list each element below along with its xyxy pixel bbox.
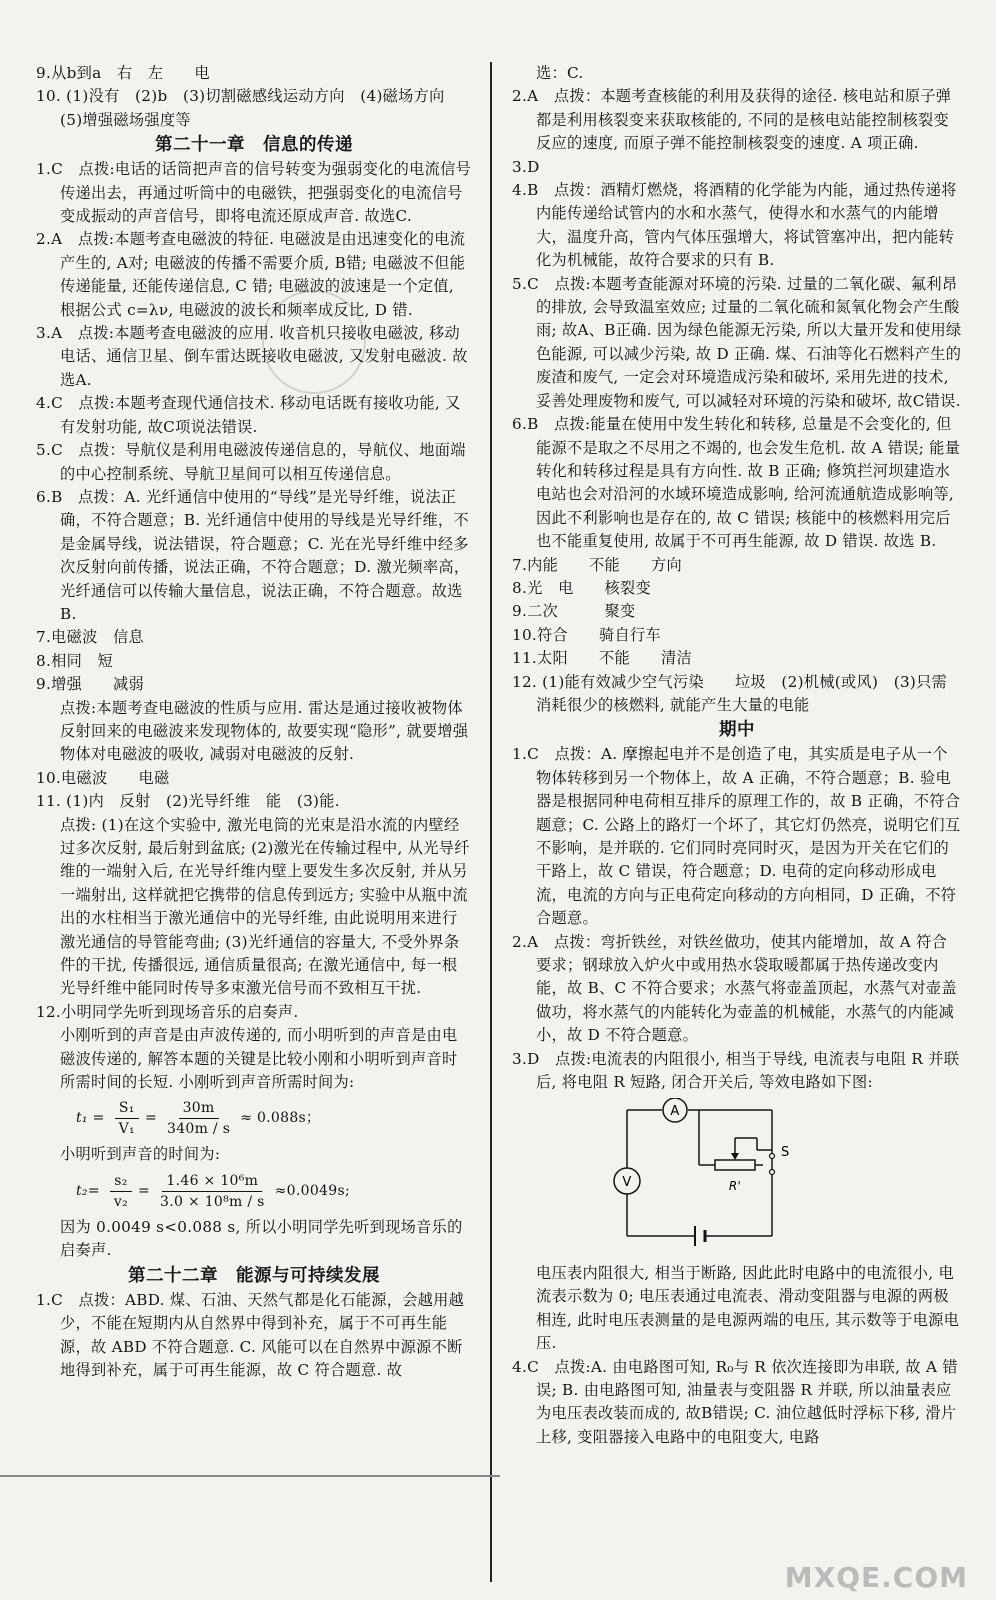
answer-item: 1.C 点拨：A. 摩擦起电并不是创造了电，其实质是电子从一个物体转移到另一个物体上，故 A 正确，不符合题意；B. 验电器是根据同种电荷相互排斥的原理工作的，故 B 正确，不符合题意；C. 公路上的路灯一个坏了，其它灯仍然亮，说明它们互不影响，是并联的. 它们同时亮同时灭，是因为开关在它们的干路上，故 C 错误，符合题意；D. 电荷的定向移动形成电流，电流的方向与正电荷定向移动的方向相同，D 正确，不符合题意。 — [512, 745, 961, 928]
switch-contact — [770, 1170, 775, 1175]
right-column — [512, 62, 962, 1449]
answer-item: 4.C 点拨:本题考查现代通信技术. 移动电话既有接收功能, 又有发射功能, 故C项说法错误. — [36, 394, 461, 436]
answer-note: 点拨: (1)在这个实验中, 激光电筒的光束是沿水流的内壁经过多次反射, 最后射到盆底; (2)激光在传输过程中, 从光导纤维的一端射入后, 在光导纤维内壁上要发生多次反射, 并从另一端射出, 这样就把它携带的信息传到远方; 实验中从瓶中流出的水柱相当于激光通信中的光导纤维, 由此说明用来进行激光通信的导管能弯曲; (3)光纤通信的容量大, 不受外界条件的干扰, 传播很远, 通信质量很高; 在激光通信中, 每一根光导纤维中能同时传导多束激光信号而不致相互干扰. — [60, 815, 470, 998]
voltmeter-label: V — [622, 1175, 632, 1191]
answer-item: 8.相同 短 — [36, 651, 114, 670]
switch-contact — [770, 1154, 775, 1159]
fraction — [163, 1098, 234, 1139]
formula-t2 — [36, 1171, 472, 1212]
page-rule — [0, 1475, 500, 1477]
circuit-svg — [607, 1098, 827, 1248]
answer-item: 2.A 点拨：弯折铁丝，对铁丝做功，使其内能增加，故 A 符合要求；钢球放入炉火中或用热水袋取暖都属于热传递改变内能，故 B、C 不符合要求；水蒸气将壶盖顶起，水蒸气对壶盖做功，将水蒸气的内能转化为壶盖的机械能，水蒸气的内能减小，故 D 不符合题意。 — [512, 932, 957, 1045]
answer-note: 小刚听到的声音是由声波传递的, 而小明听到的声音是由电磁波传递的, 解答本题的关键是比较小刚和小明听到声音时所需时间的长短. 小刚听到声音所需时间为: — [60, 1026, 458, 1092]
denominator: 340m / s — [166, 1121, 231, 1138]
answer-item: 3.A 点拨:本题考查电磁波的应用. 收音机只接收电磁波, 移动电话、通信卫星、倒车雷达既接收电磁波, 又发射电磁波. 故选A. — [36, 324, 468, 389]
rheostat-label: R' — [728, 1179, 742, 1194]
equals-sign: = — [144, 1110, 157, 1127]
answer-continuation: 选：C. — [536, 64, 584, 82]
answer-note: 点拨:本题考查电磁波的性质与应用. 雷达是通过接收被物体反射回来的电磁波来发现物体的, 故要实现“隐形”, 就要增强物体对电磁波的吸收, 减弱对电磁波的反射. — [60, 698, 469, 764]
answer-item: 10. (1)没有 (2)b (3)切割磁感线运动方向 (4)磁场方向 (5)增强磁场强度等 — [36, 87, 461, 129]
numerator: 30m — [179, 1098, 219, 1119]
answer-item: 10.电磁波 电磁 — [36, 768, 170, 787]
fraction — [115, 1098, 139, 1139]
chapter-22-title: 第二十二章 能源与可持续发展 — [128, 1265, 380, 1286]
answer-item: 9.二次 聚变 — [512, 602, 636, 621]
answer-item: 4.C 点拨:A. 由电路图可知, R₀与 R 依次连接即为串联, 故 A 错误; B. 由电路图可知, 油量表与变阻器 R 并联, 所以油量表应为电压表改装而成的, 故B错误; C. 油位越低时浮标下移, 滑片上移, 变阻器接入电路中的电阻变大, 电路 — [512, 1357, 958, 1446]
circuit-diagram — [512, 1098, 962, 1255]
answer-item: 6.B 点拨：A. 光纤通信中使用的“导线”是光导纤维，说法正确，不符合题意；B. 光纤通信中使用的导线是光导纤维，不是金属导线，说法错误，符合题意；C. 光在光导纤维中经多次反射向前传播，说法正确，不符合题意；D. 激光频率高，光纤通信可以传输大量信息，说法正确，不符合题意。故选B. — [36, 487, 470, 623]
switch-label: S — [781, 1145, 790, 1161]
fraction — [110, 1171, 132, 1212]
answer-item: 9.增强 减弱 — [36, 675, 145, 694]
answer-item: 10.符合 骑自行车 — [512, 625, 661, 644]
numerator: S₁ — [115, 1098, 139, 1119]
answer-note: 小明听到声音的时间为: — [60, 1145, 221, 1164]
numerator: s₂ — [110, 1171, 131, 1192]
answer-item: 3.D 点拨:电流表的内阻很小, 相当于导线, 电流表与电阻 R 并联后, 将电阻 R 短路, 闭合开关后, 等效电路如下图: — [512, 1049, 960, 1092]
ammeter-label: A — [670, 1104, 680, 1120]
rheostat-icon — [715, 1160, 755, 1170]
numerator: 1.46 × 10⁶m — [162, 1171, 262, 1192]
column-divider — [490, 62, 492, 1582]
answer-item: 3.D — [512, 157, 540, 176]
answer-item: 9.从b到a 右 左 电 — [36, 64, 210, 82]
answer-item: 7.电磁波 信息 — [36, 628, 145, 647]
fraction — [156, 1171, 269, 1212]
answer-item: 4.B 点拨：酒精灯燃烧，将酒精的化学能为内能，通过热传递将内能传递给试管内的水和水蒸气，使得水和水蒸气的内能增大，温度升高，管内气体压强增大，将试管塞冲出，把内能转化为机械能，故符合要求的只有 B. — [512, 181, 957, 270]
denominator: v₂ — [113, 1193, 128, 1210]
formula-result: ≈0.0049s; — [274, 1182, 350, 1199]
midterm-title: 期中 — [719, 720, 755, 741]
answer-note: 因为 0.0049 s<0.088 s, 所以小明同学先听到现场音乐的启奏声. — [60, 1217, 463, 1260]
denominator: 3.0 × 10⁸m / s — [160, 1193, 265, 1210]
answer-item: 2.A 点拨：本题考查核能的利用及获得的途径. 核电站和原子弹都是利用核裂变来获取核能的, 不同的是核电站能控制核裂变反应的速度, 而原子弹不能控制核裂变的速度. A 项正确. — [512, 87, 952, 153]
formula-lhs: t₁ = — [76, 1110, 105, 1127]
equals-sign: = — [138, 1182, 151, 1199]
formula-lhs: t₂= — [76, 1182, 100, 1199]
answer-note: 电压表内阻很大, 相当于断路, 因此此时电路中的电流很小, 电流表示数为 0; 电压表通过电流表、滑动变阻器与电源的两极相连, 此时电压表测量的是电源两端的电压, 其示数等于电源电压. — [536, 1263, 960, 1353]
watermark: MXQE.COM — [784, 1561, 968, 1594]
answer-item: 11.太阳 不能 清洁 — [512, 649, 692, 668]
formula-result: ≈ 0.088s； — [240, 1110, 321, 1127]
answer-item: 11. (1)内 反射 (2)光导纤维 能 (3)能. — [36, 792, 340, 811]
answer-item: 5.C 点拨：导航仪是利用电磁波传递信息的，导航仪、地面端的中心控制系统、导航卫星间可以相互传递信息。 — [36, 441, 466, 483]
answer-item: 2.A 点拨:本题考查电磁波的特征. 电磁波是由迅速变化的电流产生的, A对; 电磁波的传播不需要介质, B错; 电磁波不但能传递能量, 还能传递信息, C 错; 电磁波的波速是一个定值, 根据公式 c=λν, 电磁波的波长和频率成反比, D 错. — [36, 230, 466, 319]
answer-item: 1.C 点拨:电话的话筒把声音的信号转变为强弱变化的电流信号传递出去，再通过听筒中的电磁铁，把强弱变化的电流信号变成振动的声音信号，即将电流还原成声音. 故选C. — [36, 160, 472, 226]
answer-item: 7.内能 不能 方向 — [512, 555, 682, 574]
chapter-21-title: 第二十一章 信息的传递 — [155, 135, 353, 156]
answer-item: 1.C 点拨：ABD. 煤、石油、天然气都是化石能源，会越用越少，不能在短期内从自然界中得到补充，属于不可再生能源，故 ABD 不符合题意. C. 风能可以在自然界中源源不断地得到补充，属于可再生能源，故 C 符合题意. 故 — [36, 1290, 465, 1379]
slider-arrow-icon — [731, 1153, 739, 1160]
answer-item: 6.B 点拨:能量在使用中发生转化和转移, 总量是不会变化的, 但能源不是取之不尽用之不竭的, 也会发生危机. 故 A 错误; 能量转化和转移过程是具有方向性. 故 B 正确; 修筑拦河坝建造水电站也会对沿河的水域环境造成影响, 给河流通航造成影响等, 因此不利影响也是存在的, 故 C 错误; 核能中的核燃料用完后也不能重复使用, 故属于不可再生能源, 故 D 错误. 故选 B. — [512, 415, 961, 551]
formula-t1 — [36, 1098, 472, 1139]
answer-item: 5.C 点拨:本题考查能源对环境的污染. 过量的二氧化碳、氟利昂的排放, 会导致温室效应; 过量的二氧化硫和氮氧化物会产生酸雨; 故A、B正确. 因为绿色能源无污染, 所以大量开发和使用绿色能源, 可以减少污染, 故 D 正确. 煤、石油等化石燃料产生的废渣和废气, 一定会对环境造成污染和破坏, 采用先进的技术, 妥善处理废物和废气, 可以减轻对环境的污染和破坏, 故C错误. — [512, 274, 962, 410]
answer-item: 12. (1)能有效减少空气污染 垃圾 (2)机械(或风) (3)只需消耗很少的核燃料, 就能产生大量的电能 — [512, 672, 948, 714]
answer-item: 8.光 电 核裂变 — [512, 578, 651, 597]
denominator: V₁ — [118, 1121, 135, 1138]
answer-item: 12.小明同学先听到现场音乐的启奏声. — [36, 1002, 299, 1021]
left-column — [36, 62, 472, 1382]
